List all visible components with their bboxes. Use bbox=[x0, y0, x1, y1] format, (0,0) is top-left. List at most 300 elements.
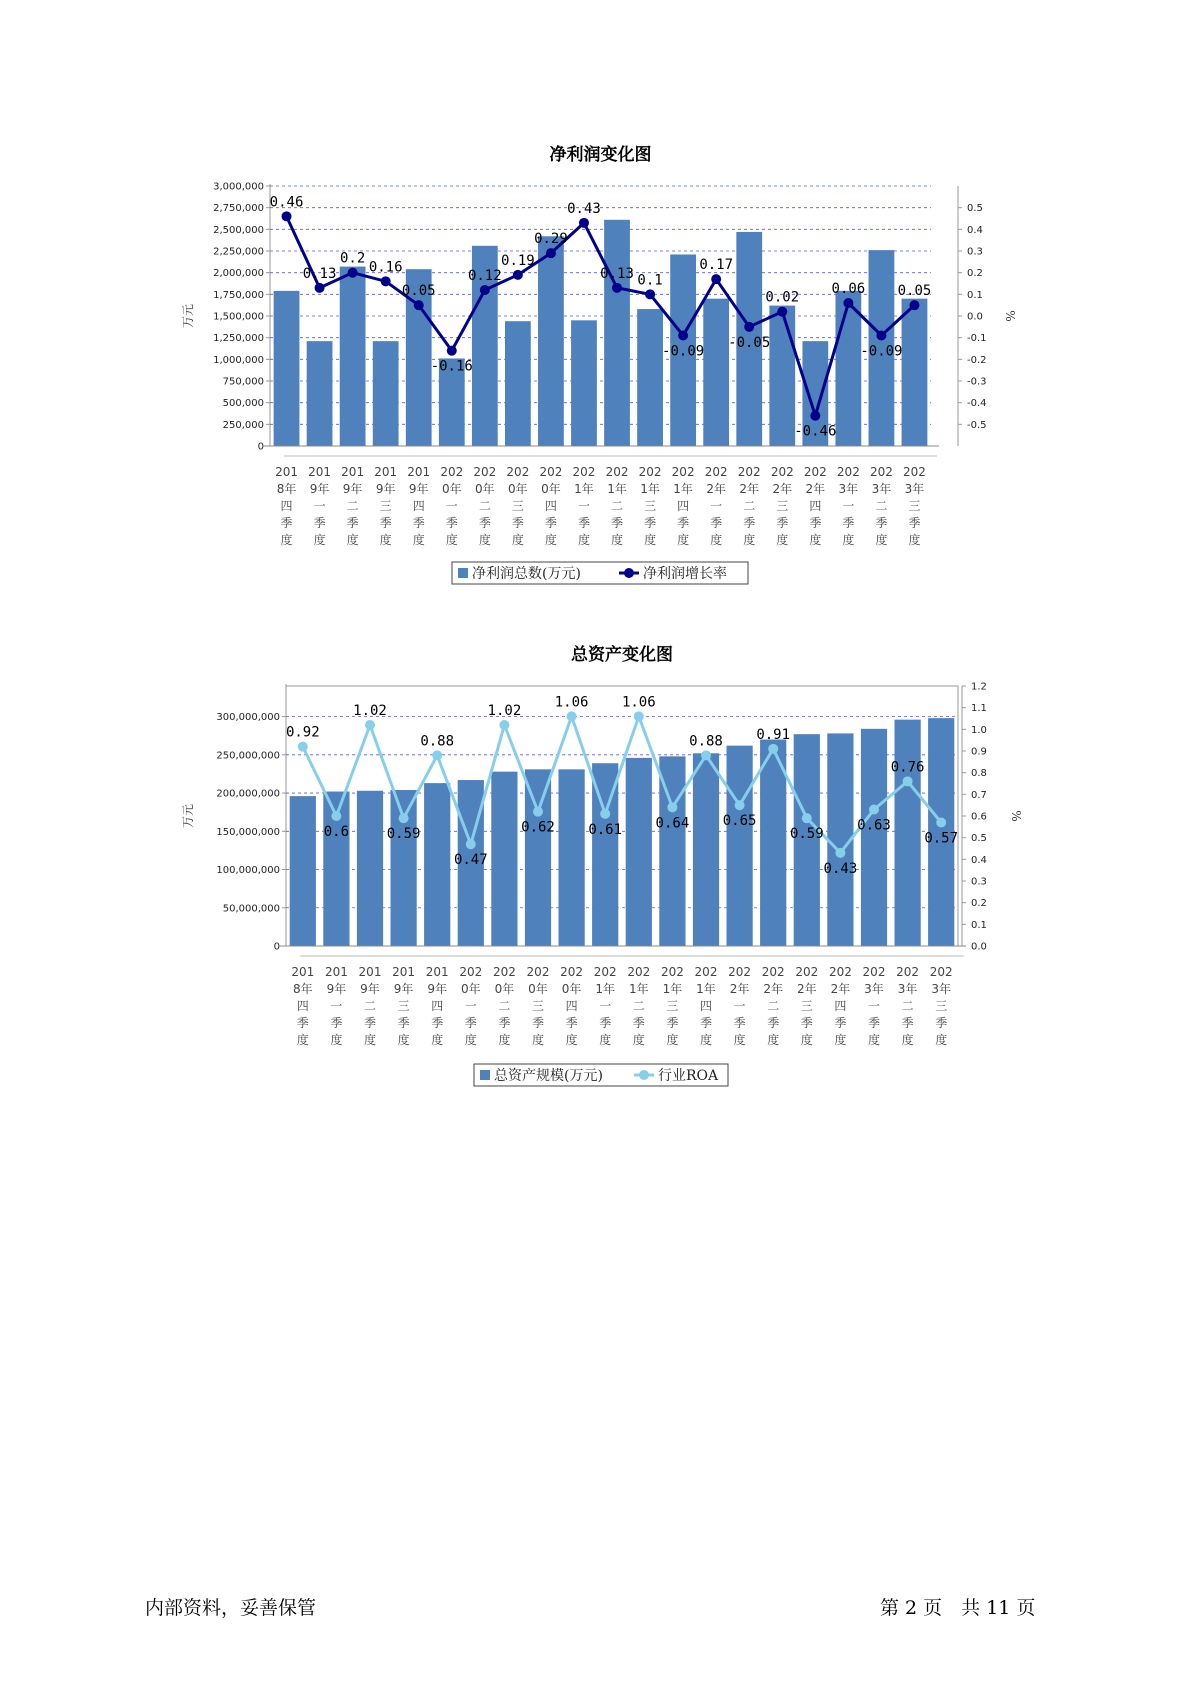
category-label: 202 bbox=[737, 465, 761, 479]
category-label: 度 bbox=[296, 1033, 309, 1047]
category-label: 度 bbox=[431, 1033, 444, 1047]
series-point bbox=[466, 839, 476, 849]
category-label: 201 bbox=[374, 465, 398, 479]
left-tick-label: 50,000,000 bbox=[222, 903, 280, 915]
category-label: 四 bbox=[677, 499, 690, 513]
category-label: 季 bbox=[644, 516, 657, 530]
data-label: 0.64 bbox=[655, 815, 690, 832]
data-label: 0.43 bbox=[567, 200, 601, 217]
left-tick-label: 2,000,000 bbox=[213, 268, 264, 280]
data-label: 1.02 bbox=[353, 703, 387, 719]
data-label: 0.63 bbox=[857, 817, 891, 834]
category-label: 201 bbox=[425, 965, 449, 979]
category-label: 四 bbox=[544, 499, 557, 513]
category-label: 三 bbox=[511, 499, 524, 513]
category-label: 一 bbox=[710, 499, 723, 513]
category-label: 0年 bbox=[508, 482, 528, 496]
legend-line-label: 行业ROA bbox=[658, 1068, 719, 1084]
category-label: 3年 bbox=[897, 982, 918, 996]
left-tick-label: 250,000,000 bbox=[216, 750, 280, 762]
category-label: 季 bbox=[445, 516, 458, 530]
category-label: 四 bbox=[699, 999, 713, 1013]
category-label: 202 bbox=[862, 965, 886, 979]
right-tick-label: 0.2 bbox=[971, 898, 987, 910]
category-label: 度 bbox=[313, 533, 326, 547]
category-label: 季 bbox=[867, 1016, 881, 1030]
category-label: 202 bbox=[605, 465, 629, 479]
category-label: 3年 bbox=[864, 982, 884, 996]
category-label: 202 bbox=[795, 965, 819, 979]
category-label: 二 bbox=[478, 499, 491, 513]
bar bbox=[894, 720, 920, 946]
category-label: 2年 bbox=[739, 482, 760, 496]
data-label: -0.05 bbox=[728, 334, 771, 351]
category-label: 季 bbox=[901, 1016, 914, 1030]
data-label: -0.09 bbox=[860, 343, 903, 360]
left-tick-label: 150,000,000 bbox=[216, 826, 280, 838]
category-label: 季 bbox=[767, 1016, 780, 1030]
series-point bbox=[936, 818, 946, 828]
legend-bar-swatch bbox=[480, 1070, 490, 1080]
category-label: 度 bbox=[531, 1033, 545, 1047]
category-label: 1年 bbox=[595, 982, 616, 996]
data-label: 0.06 bbox=[831, 281, 866, 297]
category-label: 度 bbox=[632, 1033, 645, 1047]
series-point bbox=[634, 711, 644, 721]
category-label: 1年 bbox=[673, 482, 693, 496]
category-label: 度 bbox=[677, 533, 690, 547]
category-label: 季 bbox=[743, 516, 756, 530]
category-label: 四 bbox=[431, 999, 444, 1013]
data-label: 0.43 bbox=[823, 860, 858, 877]
category-label: 一 bbox=[464, 999, 477, 1013]
category-label: 201 bbox=[358, 965, 382, 979]
category-label: 季 bbox=[800, 1016, 813, 1030]
category-label: 二 bbox=[875, 499, 888, 513]
category-label: 二 bbox=[363, 999, 377, 1013]
series-point bbox=[667, 802, 677, 812]
left-tick-label: 2,250,000 bbox=[213, 246, 264, 258]
legend-bar-label: 净利润总数(万元) bbox=[472, 566, 581, 582]
category-label: 202 bbox=[560, 965, 584, 979]
category-label: 201 bbox=[392, 965, 416, 979]
category-label: 202 bbox=[473, 465, 497, 479]
category-label: 0年 bbox=[494, 982, 515, 996]
category-label: 2年 bbox=[772, 482, 793, 496]
category-label: 201 bbox=[275, 465, 298, 479]
bar bbox=[726, 746, 752, 946]
data-label: 0.88 bbox=[420, 733, 455, 750]
category-label: 度 bbox=[767, 1033, 780, 1047]
category-label: 2年 bbox=[706, 482, 726, 496]
category-label: 202 bbox=[638, 465, 662, 479]
category-label: 四 bbox=[565, 999, 578, 1013]
category-label: 三 bbox=[908, 499, 921, 513]
category-label: 季 bbox=[776, 516, 789, 530]
category-label: 度 bbox=[867, 1033, 881, 1047]
series-point bbox=[567, 711, 577, 721]
left-tick-label: 1,000,000 bbox=[213, 354, 264, 366]
data-label: 0.13 bbox=[600, 265, 634, 282]
right-tick-label: 0.5 bbox=[971, 833, 987, 845]
category-label: 9年 bbox=[342, 482, 363, 496]
category-label: 度 bbox=[397, 1033, 410, 1047]
category-label: 202 bbox=[896, 965, 920, 979]
right-axis-title: % bbox=[1003, 310, 1017, 322]
category-label: 202 bbox=[728, 965, 752, 979]
bar bbox=[525, 769, 551, 946]
left-tick-label: 500,000 bbox=[222, 398, 264, 410]
category-label: 季 bbox=[733, 1016, 746, 1030]
right-tick-label: 0.4 bbox=[967, 224, 983, 236]
series-point bbox=[768, 744, 778, 754]
data-label: 0.16 bbox=[368, 259, 403, 276]
category-label: 度 bbox=[935, 1033, 948, 1047]
left-tick-label: 2,750,000 bbox=[213, 203, 264, 215]
category-label: 度 bbox=[733, 1033, 746, 1047]
category-label: 度 bbox=[908, 533, 921, 547]
right-tick-label: -0.5 bbox=[967, 419, 987, 431]
category-label: 202 bbox=[539, 465, 563, 479]
legend-line-marker bbox=[639, 1070, 649, 1080]
series-point bbox=[533, 807, 543, 817]
category-label: 3年 bbox=[931, 982, 952, 996]
series-point bbox=[869, 805, 879, 815]
category-label: 三 bbox=[397, 999, 410, 1013]
right-tick-label: 0.6 bbox=[971, 811, 987, 823]
bar bbox=[424, 783, 450, 946]
data-label: 0.6 bbox=[323, 824, 350, 840]
right-tick-label: -0.3 bbox=[967, 376, 987, 388]
series-point bbox=[399, 813, 409, 823]
left-tick-label: 100,000,000 bbox=[216, 865, 280, 877]
category-label: 3年 bbox=[904, 482, 925, 496]
left-tick-label: 200,000,000 bbox=[216, 788, 280, 800]
category-label: 一 bbox=[330, 999, 343, 1013]
left-tick-label: 750,000 bbox=[222, 376, 264, 388]
category-label: 度 bbox=[611, 533, 624, 547]
footer-confidential-note: 内部资料，妥善保管 bbox=[145, 1597, 317, 1619]
data-label: 0.19 bbox=[501, 252, 535, 269]
category-label: 度 bbox=[800, 1033, 813, 1047]
category-label: 202 bbox=[440, 465, 464, 479]
left-tick-label: 1,250,000 bbox=[213, 333, 264, 345]
category-label: 四 bbox=[809, 499, 822, 513]
category-label: 201 bbox=[291, 965, 315, 979]
category-label: 季 bbox=[379, 516, 392, 530]
category-label: 度 bbox=[875, 533, 888, 547]
category-label: 季 bbox=[632, 1016, 645, 1030]
plot-frame bbox=[286, 686, 958, 946]
category-label: 度 bbox=[511, 533, 524, 547]
category-label: 二 bbox=[346, 499, 359, 513]
data-label: 0.57 bbox=[924, 830, 959, 847]
category-label: 季 bbox=[908, 516, 921, 530]
category-label: 9年 bbox=[326, 982, 347, 996]
series-point bbox=[735, 800, 745, 810]
category-label: 季 bbox=[834, 1016, 847, 1030]
category-label: 季 bbox=[875, 516, 888, 530]
category-label: 度 bbox=[379, 533, 392, 547]
category-label: 一 bbox=[577, 499, 590, 513]
category-label: 一 bbox=[842, 499, 855, 513]
category-label: 2年 bbox=[763, 982, 784, 996]
category-label: 季 bbox=[710, 516, 723, 530]
category-label: 0年 bbox=[460, 982, 481, 996]
data-label: 0.05 bbox=[401, 283, 436, 300]
category-label: 8年 bbox=[276, 482, 297, 496]
category-label: 四 bbox=[280, 499, 293, 513]
category-label: 0年 bbox=[441, 482, 462, 496]
category-label: 四 bbox=[834, 999, 847, 1013]
right-tick-label: 0.1 bbox=[971, 919, 987, 931]
category-label: 1年 bbox=[628, 982, 649, 996]
left-axis-title: 万元 bbox=[181, 803, 195, 829]
category-label: 度 bbox=[464, 1033, 477, 1047]
category-label: 三 bbox=[666, 999, 679, 1013]
category-label: 202 bbox=[593, 965, 617, 979]
data-label: 0.1 bbox=[637, 272, 663, 289]
category-label: 202 bbox=[572, 465, 596, 479]
category-label: 0年 bbox=[528, 982, 548, 996]
right-tick-label: 0.1 bbox=[967, 289, 983, 301]
category-label: 2年 bbox=[796, 982, 817, 996]
category-label: 一 bbox=[599, 999, 612, 1013]
data-label: 0.13 bbox=[302, 265, 337, 282]
category-label: 度 bbox=[565, 1033, 578, 1047]
category-label: 2年 bbox=[729, 982, 750, 996]
category-label: 度 bbox=[478, 533, 491, 547]
category-label: 度 bbox=[577, 533, 590, 547]
right-tick-label: -0.2 bbox=[967, 354, 987, 366]
category-label: 季 bbox=[431, 1016, 444, 1030]
left-tick-label: 2,500,000 bbox=[213, 224, 264, 236]
right-tick-label: 0.5 bbox=[967, 203, 983, 215]
category-label: 3年 bbox=[838, 482, 859, 496]
series-point bbox=[600, 809, 610, 819]
category-label: 四 bbox=[412, 499, 425, 513]
right-tick-label: 0.9 bbox=[971, 746, 987, 758]
right-axis-title: % bbox=[1009, 810, 1023, 822]
legend-line-label: 净利润增长率 bbox=[643, 566, 727, 582]
category-label: 季 bbox=[478, 516, 491, 530]
right-tick-label: 0.4 bbox=[971, 854, 987, 866]
category-label: 201 bbox=[341, 465, 365, 479]
legend-bar-label: 总资产规模(万元) bbox=[494, 1068, 603, 1084]
category-label: 202 bbox=[526, 965, 550, 979]
category-label: 202 bbox=[929, 965, 953, 979]
category-label: 202 bbox=[803, 465, 827, 479]
category-label: 度 bbox=[280, 533, 293, 547]
category-label: 二 bbox=[632, 999, 645, 1013]
category-label: 0年 bbox=[561, 982, 582, 996]
category-label: 202 bbox=[761, 965, 785, 979]
category-label: 202 bbox=[506, 465, 530, 479]
category-label: 202 bbox=[660, 965, 684, 979]
category-label: 季 bbox=[397, 1016, 410, 1030]
right-tick-label: 1.2 bbox=[971, 681, 987, 693]
data-label: 0.02 bbox=[765, 289, 800, 306]
category-label: 季 bbox=[677, 516, 690, 530]
category-label: 季 bbox=[511, 516, 524, 530]
series-point bbox=[331, 811, 341, 821]
data-label: 0.2 bbox=[339, 250, 366, 267]
left-tick-label: 0 bbox=[257, 441, 264, 453]
data-label: 0.59 bbox=[789, 826, 824, 843]
category-label: 202 bbox=[828, 965, 852, 979]
category-label: 度 bbox=[599, 1033, 612, 1047]
series-point bbox=[802, 813, 812, 823]
right-tick-label: -0.1 bbox=[967, 333, 987, 345]
category-label: 9年 bbox=[309, 482, 330, 496]
data-label: 0.17 bbox=[699, 257, 734, 274]
category-label: 季 bbox=[280, 516, 293, 530]
data-label: 0.65 bbox=[722, 813, 757, 830]
category-label: 二 bbox=[767, 999, 780, 1013]
right-tick-label: 0.3 bbox=[967, 246, 983, 258]
data-label: 1.06 bbox=[554, 694, 589, 711]
left-tick-label: 1,500,000 bbox=[213, 311, 264, 323]
category-label: 季 bbox=[313, 516, 326, 530]
category-label: 1年 bbox=[662, 982, 683, 996]
right-tick-label: 0.0 bbox=[971, 941, 987, 953]
category-label: 201 bbox=[407, 465, 431, 479]
category-label: 202 bbox=[836, 465, 860, 479]
data-label: 0.91 bbox=[756, 726, 791, 743]
category-label: 三 bbox=[800, 999, 813, 1013]
category-label: 二 bbox=[498, 999, 511, 1013]
category-label: 季 bbox=[330, 1016, 343, 1030]
data-label: 0.05 bbox=[897, 283, 932, 300]
category-label: 三 bbox=[776, 499, 789, 513]
category-label: 季 bbox=[809, 516, 822, 530]
data-label: 0.92 bbox=[285, 724, 320, 741]
bar bbox=[290, 796, 316, 946]
category-label: 季 bbox=[346, 516, 359, 530]
category-label: 季 bbox=[666, 1016, 679, 1030]
bar bbox=[491, 772, 517, 946]
category-label: 202 bbox=[459, 965, 483, 979]
series-point bbox=[835, 848, 845, 858]
series-point bbox=[499, 720, 509, 730]
category-label: 0年 bbox=[541, 482, 561, 496]
category-label: 202 bbox=[770, 465, 794, 479]
series-point bbox=[298, 742, 308, 752]
category-label: 9年 bbox=[360, 982, 380, 996]
data-label: 0.12 bbox=[467, 268, 502, 284]
data-label: 0.88 bbox=[689, 733, 723, 750]
category-label: 三 bbox=[531, 999, 545, 1013]
series-point bbox=[432, 750, 442, 760]
category-label: 202 bbox=[492, 965, 516, 979]
category-label: 度 bbox=[901, 1033, 914, 1047]
category-label: 度 bbox=[363, 1033, 377, 1047]
category-label: 季 bbox=[464, 1016, 477, 1030]
category-label: 202 bbox=[694, 965, 718, 979]
right-tick-label: 0.0 bbox=[967, 311, 983, 323]
category-label: 度 bbox=[445, 533, 458, 547]
data-label: 1.06 bbox=[621, 694, 656, 711]
category-label: 季 bbox=[363, 1016, 377, 1030]
data-label: -0.16 bbox=[430, 358, 473, 375]
data-label: -0.09 bbox=[662, 343, 705, 360]
category-label: 度 bbox=[743, 533, 756, 547]
category-label: 三 bbox=[935, 999, 948, 1013]
left-tick-label: 0 bbox=[273, 941, 280, 953]
category-label: 9年 bbox=[427, 982, 448, 996]
left-tick-label: 250,000 bbox=[222, 419, 264, 431]
category-label: 度 bbox=[666, 1033, 679, 1047]
category-label: 2年 bbox=[805, 482, 826, 496]
data-label: 0.76 bbox=[890, 759, 925, 776]
category-label: 季 bbox=[565, 1016, 578, 1030]
right-tick-label: 1.0 bbox=[971, 724, 987, 736]
left-axis-title: 万元 bbox=[181, 303, 195, 329]
chart-title: 净利润变化图 bbox=[549, 145, 652, 165]
category-label: 季 bbox=[599, 1016, 612, 1030]
category-label: 三 bbox=[644, 499, 657, 513]
category-label: 季 bbox=[611, 516, 624, 530]
category-label: 202 bbox=[704, 465, 728, 479]
right-tick-label: 0.7 bbox=[971, 789, 987, 801]
category-label: 2年 bbox=[830, 982, 851, 996]
category-label: 季 bbox=[498, 1016, 511, 1030]
left-tick-label: 300,000,000 bbox=[216, 712, 280, 724]
category-label: 二 bbox=[743, 499, 756, 513]
category-label: 四 bbox=[296, 999, 309, 1013]
data-label: -0.46 bbox=[794, 423, 837, 440]
category-label: 0年 bbox=[475, 482, 495, 496]
category-label: 1年 bbox=[696, 982, 716, 996]
right-tick-label: -0.4 bbox=[967, 398, 987, 410]
category-label: 度 bbox=[699, 1033, 713, 1047]
category-label: 度 bbox=[412, 533, 425, 547]
data-label: 0.62 bbox=[521, 819, 555, 836]
category-label: 二 bbox=[901, 999, 914, 1013]
left-tick-label: 3,000,000 bbox=[213, 181, 264, 193]
category-label: 一 bbox=[733, 999, 746, 1013]
category-label: 度 bbox=[809, 533, 822, 547]
category-label: 202 bbox=[869, 465, 893, 479]
category-label: 季 bbox=[577, 516, 590, 530]
bar bbox=[626, 758, 652, 946]
right-tick-label: 0.2 bbox=[967, 268, 983, 280]
category-label: 一 bbox=[445, 499, 458, 513]
data-label: 0.47 bbox=[453, 852, 488, 869]
category-label: 度 bbox=[330, 1033, 343, 1047]
category-label: 度 bbox=[644, 533, 657, 547]
data-label: 1.02 bbox=[487, 703, 522, 719]
category-label: 一 bbox=[867, 999, 881, 1013]
footer-page-number: 第 2 页 共 11 页 bbox=[880, 1597, 1036, 1619]
data-label: 0.29 bbox=[534, 231, 568, 248]
category-label: 201 bbox=[324, 965, 348, 979]
category-label: 1年 bbox=[640, 482, 660, 496]
data-label: 0.61 bbox=[588, 821, 623, 838]
data-label: 0.59 bbox=[386, 826, 421, 843]
category-label: 1年 bbox=[574, 482, 594, 496]
category-label: 201 bbox=[308, 465, 332, 479]
category-label: 9年 bbox=[393, 982, 414, 996]
category-label: 202 bbox=[627, 965, 651, 979]
category-label: 季 bbox=[935, 1016, 948, 1030]
category-label: 9年 bbox=[408, 482, 429, 496]
category-label: 8年 bbox=[292, 982, 313, 996]
category-label: 季 bbox=[544, 516, 557, 530]
category-label: 1年 bbox=[607, 482, 627, 496]
bar bbox=[357, 791, 383, 946]
category-label: 度 bbox=[544, 533, 557, 547]
